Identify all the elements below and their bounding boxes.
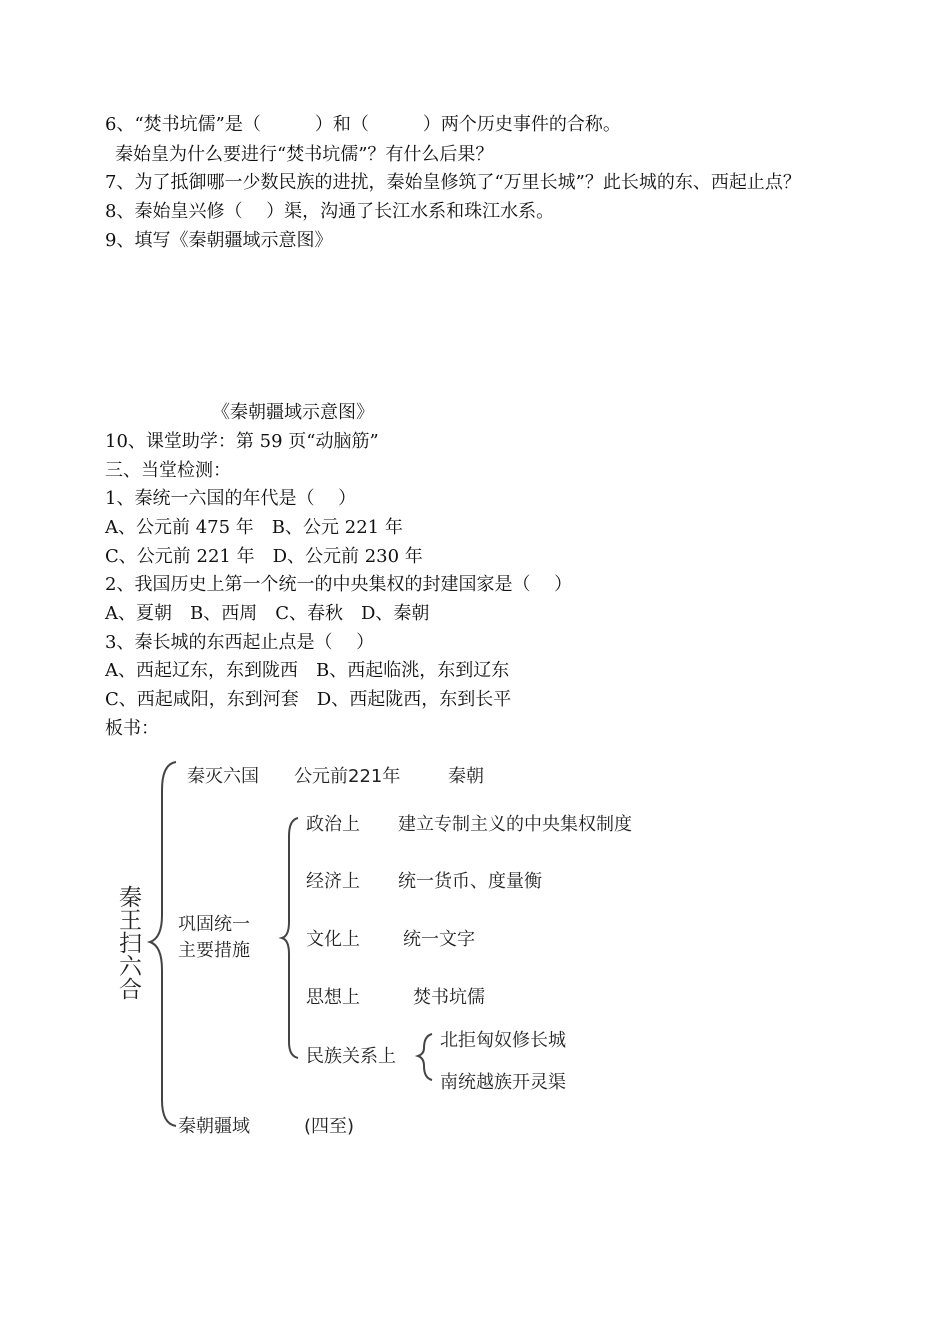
measure-area-culture: 文化上 [306,929,360,950]
main-brace [150,762,176,1126]
measure-area-politics: 政治上 [306,814,360,835]
territory-note: (四至) [304,1116,355,1137]
board-root-label: 秦王扫六合 [115,885,141,1000]
test-question-1-options-a: A、公元前 475 年 B、公元 221 年 [105,517,403,538]
question-8: 8、秦始皇兴修（ ）渠，沟通了长江水系和珠江水系。 [105,201,555,222]
question-9: 9、填写《秦朝疆域示意图》 [105,230,333,251]
ethnic-brace [418,1034,432,1080]
test-question-1-options-c: C、公元前 221 年 D、公元前 230 年 [105,546,423,567]
ethnic-south: 南统越族开灵渠 [440,1072,566,1093]
measures-label-line2: 主要措施 [178,940,250,961]
territory-label: 秦朝疆域 [178,1116,250,1137]
measure-area-ethnic: 民族关系上 [306,1046,396,1067]
board-label: 板书： [105,718,159,739]
measures-label-line1: 巩固统一 [178,914,250,935]
row1-dynasty: 秦朝 [448,766,484,787]
test-question-2-options: A、夏朝 B、西周 C、春秋 D、秦朝 [105,603,430,624]
test-question-3: 3、秦长城的东西起止点是（ ） [105,632,375,653]
row1-year: 公元前221年 [294,766,401,787]
measures-brace [282,818,298,1058]
map-caption: 《秦朝疆域示意图》 [212,402,374,423]
measure-area-thought: 思想上 [306,987,360,1008]
measure-detail-economy: 统一货币、度量衡 [398,871,542,892]
ethnic-north: 北拒匈奴修长城 [440,1030,566,1051]
question-10: 10、课堂助学：第 59 页“动脑筋” [105,431,379,452]
test-question-3-options-c: C、西起咸阳，东到河套 D、西起陇西，东到长平 [105,689,512,710]
measure-area-economy: 经济上 [306,871,360,892]
question-6: 6、“焚书坑儒”是（ ）和（ ）两个历史事件的合称。 [105,114,621,135]
question-6-followup: 秦始皇为什么要进行“焚书坑儒”？有什么后果？ [115,144,494,165]
row1-event: 秦灭六国 [187,766,259,787]
test-question-3-options-a: A、西起辽东，东到陇西 B、西起临洮，东到辽东 [105,660,510,681]
test-question-1: 1、秦统一六国的年代是（ ） [105,488,357,509]
measure-detail-politics: 建立专制主义的中央集权制度 [398,814,632,835]
measure-detail-culture: 统一文字 [403,929,475,950]
question-7: 7、为了抵御哪一少数民族的进扰，秦始皇修筑了“万里长城”？此长城的东、西起止点？ [105,172,801,193]
test-heading: 三、当堂检测： [105,460,231,481]
measure-detail-thought: 焚书坑儒 [413,987,485,1008]
test-question-2: 2、我国历史上第一个统一的中央集权的封建国家是（ ） [105,574,573,595]
